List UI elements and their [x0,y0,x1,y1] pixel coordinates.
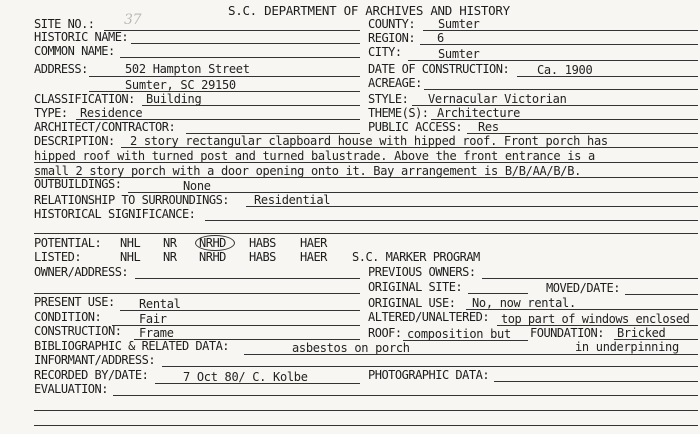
classification-label: CLASSIFICATION: [34,92,135,106]
county-label: COUNTY: [368,17,416,31]
potential-label: POTENTIAL: [34,236,102,250]
city-line [408,60,698,61]
recorded-by-line [155,383,360,384]
region-line [420,44,698,45]
description-rule1 [121,147,698,148]
recorded-by-value: 7 Oct 80/ C. Kolbe [183,370,308,384]
roof-line [403,340,528,341]
historical-significance-label: HISTORICAL SIGNIFICANCE: [34,207,196,221]
listed-nhl: NHL [120,250,141,264]
bibliographic-line [244,354,698,355]
previous-owners-label: PREVIOUS OWNERS: [368,265,476,279]
original-use-line [466,309,698,310]
potential-nhl: NHL [120,236,141,250]
site-no-label: SITE NO.: [34,17,95,31]
public-access-label: PUBLIC ACCESS: [368,120,463,134]
owner-address-label: OWNER/ADDRESS: [34,265,129,279]
date-construction-line [517,76,698,77]
informant-label: INFORMANT/ADDRESS: [34,353,156,367]
historic-name-label: HISTORIC NAME: [34,30,129,44]
relationship-label: RELATIONSHIP TO SURROUNDINGS: [34,193,230,207]
condition-value: Fair [139,312,167,326]
site-no-line [104,30,360,31]
address-line1-value: 502 Hampton Street [125,62,250,76]
acreage-line [424,89,698,90]
region-value: 6 [437,31,444,45]
original-site-line [468,293,528,294]
photographic-data-label: PHOTOGRAPHIC DATA: [368,368,490,382]
public-access-value: Res [478,120,499,134]
previous-owners-line [482,278,698,279]
address-label: ADDRESS: [34,62,88,76]
listed-haer: HAER [300,250,327,264]
description-line1: 2 story rectangular clapboard house with hipped roof. Front porch has [130,134,608,148]
moved-date-line [625,294,698,295]
present-use-line [120,310,360,311]
style-value: Vernacular Victorian [428,92,567,106]
owner-address-line2 [34,293,360,294]
date-construction-value: Ca. 1900 [537,63,593,77]
description-rule3 [34,177,698,178]
evaluation-line3 [34,425,698,426]
potential-haer: HAER [300,236,327,250]
altered-value: top part of windows enclosed [501,312,690,326]
potential-habs: HABS [249,236,276,250]
description-line3: small 2 story porch with a door opening onto it. Bay arrangement is B/B/AA/B/B. [34,164,582,178]
type-label: TYPE: [34,106,68,120]
original-site-label: ORIGINAL SITE: [368,280,463,294]
bibliographic-label: BIBLIOGRAPHIC & RELATED DATA: [34,339,230,353]
classification-value: Building [146,92,202,106]
region-label: REGION: [368,31,416,45]
themes-value: Architecture [437,106,521,120]
listed-nr: NR [163,250,177,264]
marker-program-label: S.C. MARKER PROGRAM [352,250,480,264]
foundation-value2: in underpinning [575,340,679,354]
common-name-line [120,57,360,58]
address-line2-value: Sumter, SC 29150 [125,78,236,92]
construction-label: CONSTRUCTION: [34,324,122,338]
site-no-value: 37 [124,12,142,28]
potential-nrhd: NRHD [199,236,226,250]
county-value: Sumter [438,17,480,31]
present-use-label: PRESENT USE: [34,295,115,309]
owner-address-line [135,278,360,279]
address-line1-line [89,76,360,77]
construction-value: Frame [139,326,174,340]
themes-label: THEME(S): [368,106,429,120]
city-label: CITY: [368,45,402,59]
nrhd-circle-mark [195,235,235,251]
evaluation-line2 [34,410,698,411]
historic-name-line [131,43,360,44]
architect-label: ARCHITECT/CONTRACTOR: [34,120,176,134]
recorded-by-label: RECORDED BY/DATE: [34,368,149,382]
foundation-value: Bricked [617,326,666,340]
original-use-value: No, now rental. [472,296,576,310]
description-rule2 [34,162,698,163]
relationship-line [246,206,698,207]
county-line [423,30,698,31]
themes-line [431,119,698,120]
historical-significance-line [205,220,698,221]
listed-nrhd: NRHD [199,250,226,264]
style-label: STYLE: [368,92,409,106]
potential-nr: NR [163,236,177,250]
outbuildings-label: OUTBUILDINGS: [34,177,122,191]
outbuildings-value: None [183,179,211,193]
evaluation-label: EVALUATION: [34,382,108,396]
description-line2: hipped roof with turned post and turned balustrade. Above the front entrance is a [34,149,595,163]
relationship-value: Residential [254,193,331,207]
evaluation-line [113,395,698,396]
classification-line [142,105,360,106]
condition-label: CONDITION: [34,310,102,324]
common-name-label: COMMON NAME: [34,44,115,58]
acreage-label: ACREAGE: [368,76,422,90]
altered-label: ALTERED/UNALTERED: [368,310,490,324]
bibliographic-value: asbestos on porch [292,341,410,355]
date-construction-label: DATE OF CONSTRUCTION: [368,62,510,76]
original-use-label: ORIGINAL USE: [368,296,456,310]
listed-habs: HABS [249,250,276,264]
form-title: S.C. DEPARTMENT OF ARCHIVES AND HISTORY [228,3,510,18]
informant-line [162,366,698,367]
photographic-data-line [494,381,698,382]
moved-date-label: MOVED/DATE: [546,281,620,295]
roof-value: composition but [407,327,511,341]
roof-label: ROOF: [368,326,402,340]
significance-extra-line [34,233,698,234]
city-value: Sumter [438,47,480,61]
foundation-label: FOUNDATION: [530,326,604,340]
description-label: DESCRIPTION: [34,134,115,148]
present-use-value: Rental [139,297,181,311]
type-value: Residence [80,106,143,120]
listed-label: LISTED: [34,250,82,264]
